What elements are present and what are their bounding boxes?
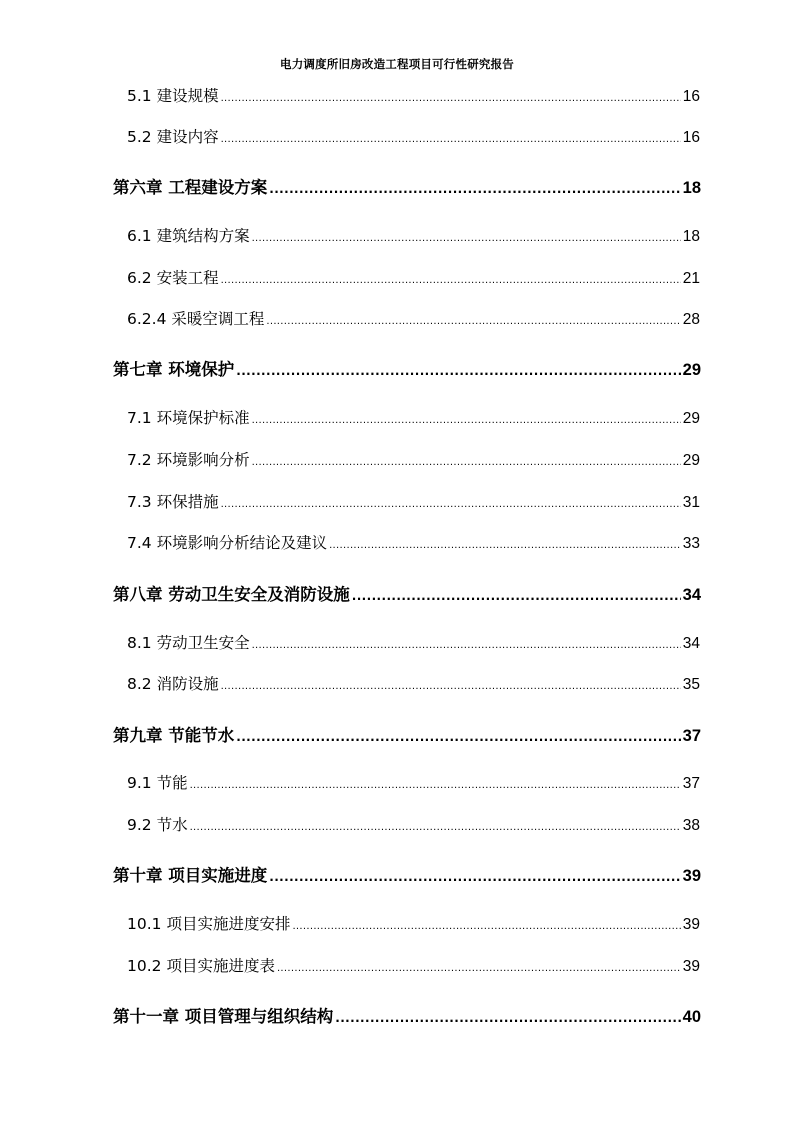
toc-chapter-8[interactable] <box>113 581 701 605</box>
dot-leader <box>329 534 681 552</box>
toc-chapter-label: 第八章 劳动卫生安全及消防设施 <box>113 585 350 604</box>
toc-entry-9-1[interactable] <box>127 771 700 793</box>
toc-chapter-page: 40 <box>682 1008 701 1026</box>
toc-entry-label: 7.2 环境影响分析 <box>127 451 250 469</box>
toc-chapter-label: 第十一章 项目管理与组织结构 <box>113 1007 334 1026</box>
toc-entry-page: 37 <box>682 775 700 792</box>
toc-entry-page: 16 <box>682 129 700 146</box>
dot-leader <box>221 269 681 287</box>
toc-entry-page: 33 <box>682 535 700 552</box>
toc-entry-7-3[interactable] <box>127 490 700 512</box>
toc-entry-label: 8.1 劳动卫生安全 <box>127 634 250 652</box>
dot-leader <box>269 866 680 885</box>
toc-entry-7-2[interactable] <box>127 448 700 470</box>
toc-entry-label: 9.2 节水 <box>127 816 188 834</box>
toc-entry-8-2[interactable] <box>127 672 700 694</box>
toc-entry-page: 29 <box>682 410 700 427</box>
toc-entry-page: 34 <box>682 635 700 652</box>
toc-entry-page: 39 <box>682 916 700 933</box>
toc-chapter-7[interactable] <box>113 356 701 380</box>
toc-entry-5-1[interactable] <box>127 84 700 106</box>
toc-entry-label: 6.2 安装工程 <box>127 269 219 287</box>
toc-entry-label: 7.3 环保措施 <box>127 493 219 511</box>
dot-leader <box>190 816 681 834</box>
toc-entry-label: 6.2.4 采暖空调工程 <box>127 310 265 328</box>
dot-leader <box>277 957 681 975</box>
toc-chapter-label: 第七章 环境保护 <box>113 360 235 379</box>
toc-entry-9-2[interactable] <box>127 813 700 835</box>
toc-chapter-page: 37 <box>682 727 701 745</box>
toc-entry-label: 7.1 环境保护标准 <box>127 409 250 427</box>
toc-chapter-9[interactable] <box>113 722 701 746</box>
toc-entry-6-2[interactable] <box>127 266 700 288</box>
dot-leader <box>221 675 681 693</box>
dot-leader <box>252 451 681 469</box>
toc-entry-page: 31 <box>682 494 700 511</box>
toc-entry-10-1[interactable] <box>127 912 700 934</box>
toc-entry-5-2[interactable] <box>127 125 700 147</box>
toc-entry-page: 21 <box>682 270 700 287</box>
toc-entry-label: 8.2 消防设施 <box>127 675 219 693</box>
toc-entry-page: 28 <box>682 311 700 328</box>
toc-chapter-label: 第九章 节能节水 <box>113 726 235 745</box>
toc-entry-label: 10.1 项目实施进度安排 <box>127 915 291 933</box>
toc-chapter-page: 18 <box>682 179 701 197</box>
dot-leader <box>236 360 680 379</box>
toc-chapter-label: 第十章 项目实施进度 <box>113 866 268 885</box>
toc-entry-7-1[interactable] <box>127 406 700 428</box>
dot-leader <box>236 726 680 745</box>
toc-chapter-page: 39 <box>682 867 701 885</box>
toc-chapter-10[interactable] <box>113 862 701 886</box>
dot-leader <box>292 915 680 933</box>
toc-chapter-label: 第六章 工程建设方案 <box>113 178 268 197</box>
dot-leader <box>190 774 681 792</box>
dot-leader <box>269 178 680 197</box>
dot-leader <box>221 87 681 105</box>
dot-leader <box>335 1007 680 1026</box>
dot-leader <box>221 128 681 146</box>
dot-leader <box>221 493 681 511</box>
dot-leader <box>252 227 681 245</box>
toc-entry-page: 39 <box>682 958 700 975</box>
toc-entry-page: 16 <box>682 88 700 105</box>
page-header: 电力调度所旧房改造工程项目可行性研究报告 <box>280 57 514 71</box>
toc-entry-8-1[interactable] <box>127 631 700 653</box>
toc-entry-page: 29 <box>682 452 700 469</box>
toc-entry-label: 5.2 建设内容 <box>127 128 219 146</box>
dot-leader <box>252 634 681 652</box>
toc-entry-page: 38 <box>682 817 700 834</box>
toc-chapter-6[interactable] <box>113 174 701 198</box>
toc-entry-10-2[interactable] <box>127 954 700 976</box>
toc-entry-label: 5.1 建设规模 <box>127 87 219 105</box>
dot-leader <box>252 409 681 427</box>
toc-chapter-page: 29 <box>682 361 701 379</box>
dot-leader <box>352 585 681 604</box>
toc-entry-label: 7.4 环境影响分析结论及建议 <box>127 534 328 552</box>
toc-entry-label: 10.2 项目实施进度表 <box>127 957 275 975</box>
dot-leader <box>266 310 680 328</box>
toc-chapter-11[interactable] <box>113 1003 701 1027</box>
toc-entry-6-1[interactable] <box>127 224 700 246</box>
toc-entry-label: 9.1 节能 <box>127 774 188 792</box>
toc-entry-page: 18 <box>682 228 700 245</box>
toc-chapter-page: 34 <box>682 586 701 604</box>
toc-entry-7-4[interactable] <box>127 531 700 553</box>
toc-entry-page: 35 <box>682 676 700 693</box>
toc-entry-6-2-4[interactable] <box>127 307 700 329</box>
toc-entry-label: 6.1 建筑结构方案 <box>127 227 250 245</box>
